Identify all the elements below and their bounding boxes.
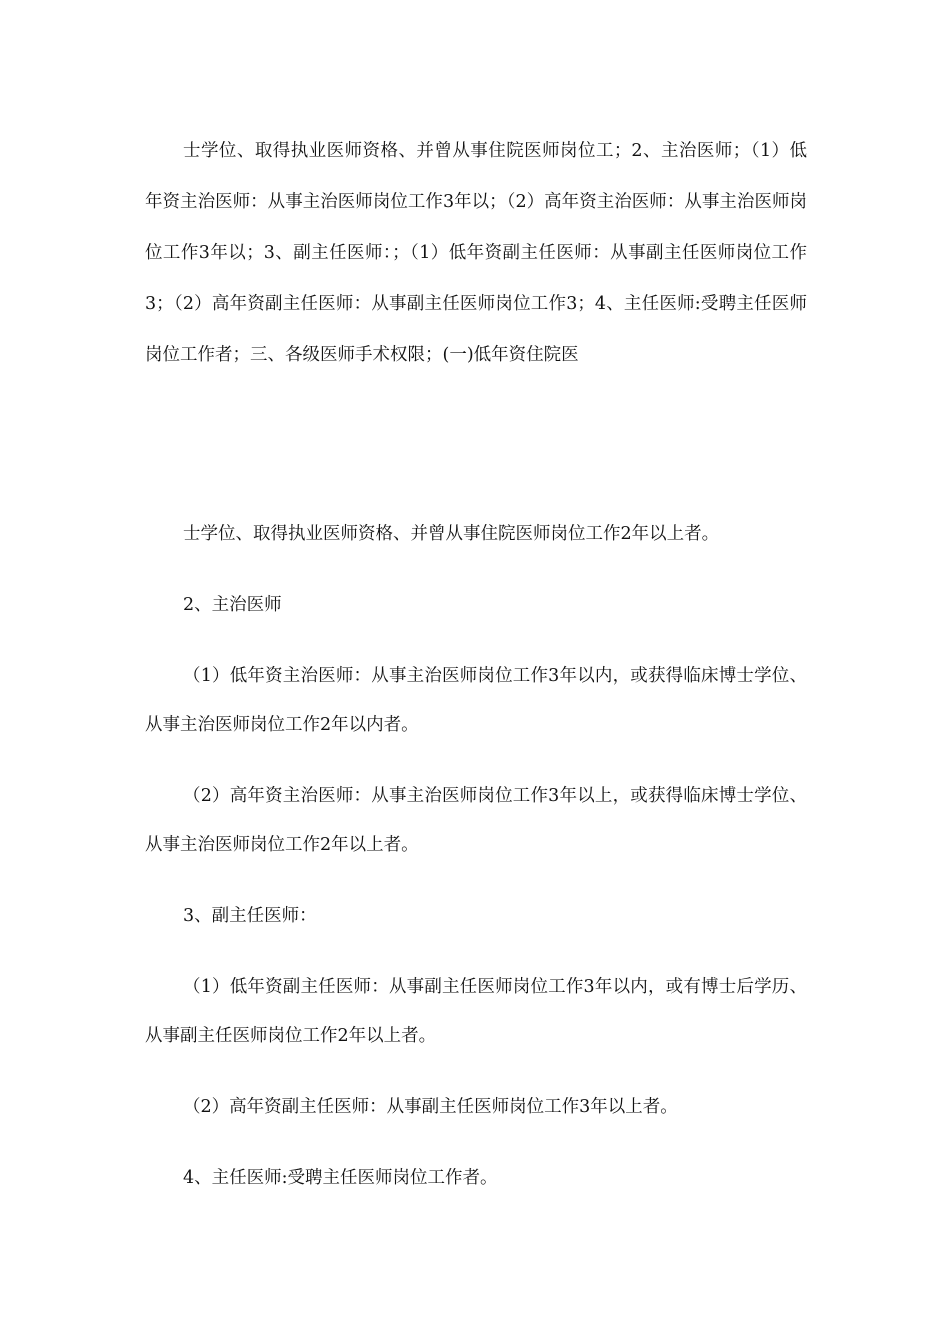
paragraph-senior-attending: （2）高年资主治医师：从事主治医师岗位工作3年以上，或获得临床博士学位、从事主治医师岗位工作2年以上者。 [145, 786, 807, 855]
paragraph-senior-associate-chief: （2）高年资副主任医师：从事副主任医师岗位工作3年以上者。 [183, 1097, 678, 1117]
paragraph-junior-attending: （1）低年资主治医师：从事主治医师岗位工作3年以内，或获得临床博士学位、从事主治医师岗位工作2年以内者。 [145, 666, 807, 735]
heading-attending-physician: 2、主治医师 [183, 595, 282, 615]
summary-paragraph: 士学位、取得执业医师资格、并曾从事住院医师岗位工；2、主治医师；（1）低年资主治医师：从事主治医师岗位工作3年以；（2）高年资主治医师：从事主治医师岗位工作3年以；3、副主任医师：；（1）低年资副主任医师：从事副主任医师岗位工作3；（2）高年资副主任医师：从事副主任医师岗位工作3；4、主任医师:受聘主任医师岗位工作者；三、各级医师手术权限；(一)低年资住院医 [145, 141, 807, 365]
paragraph-resident-requirement: 士学位、取得执业医师资格、并曾从事住院医师岗位工作2年以上者。 [183, 524, 720, 544]
paragraph-chief-physician: 4、主任医师:受聘主任医师岗位工作者。 [183, 1168, 498, 1188]
heading-associate-chief-physician: 3、副主任医师： [183, 906, 317, 926]
paragraph-junior-associate-chief: （1）低年资副主任医师：从事副主任医师岗位工作3年以内，或有博士后学历、从事副主任医师岗位工作2年以上者。 [145, 977, 807, 1046]
body-text [145, 510, 807, 1225]
